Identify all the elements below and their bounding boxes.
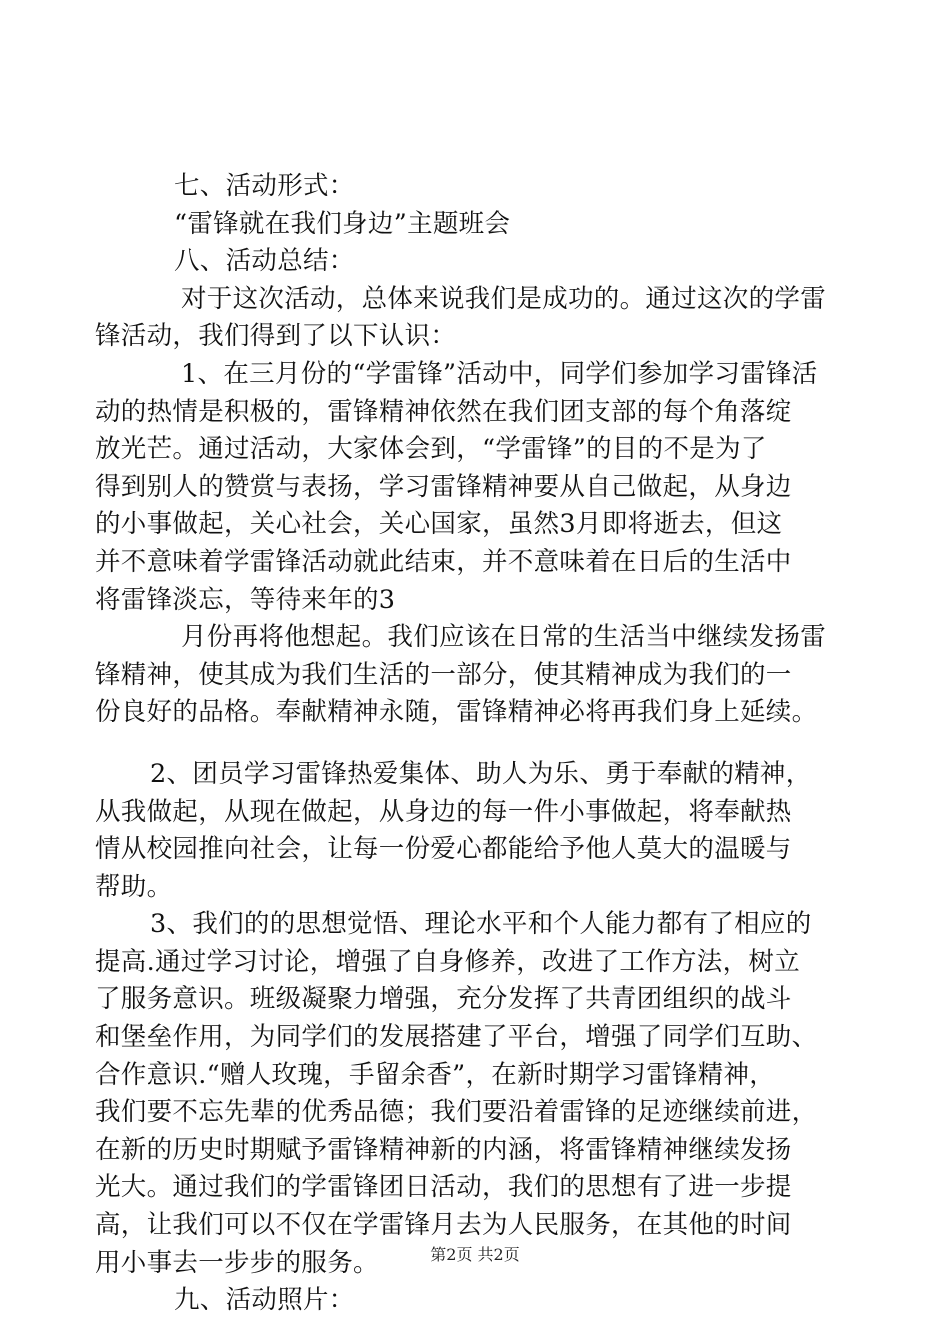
point-1-continuation-line: 份良好的品格。奉献精神永随，雷锋精神必将再我们身上延续。 — [95, 697, 818, 728]
point-3-line: 高，让我们可以不仅在学雷锋月去为人民服务，在其他的时间 — [95, 1210, 792, 1241]
point-3-line: 用小事去一步步的服务。 — [95, 1247, 379, 1278]
page-footer — [0, 1244, 950, 1266]
point-2-line: 情从校园推向社会，让每一份爱心都能给予他人莫大的温暖与 — [95, 834, 792, 865]
point-1-line: 放光芒。通过活动，大家体会到，“学雷锋”的目的不是为了 — [95, 434, 767, 465]
point-2-line: 帮助。 — [95, 871, 173, 902]
point-3-line: 3、我们的的思想觉悟、理论水平和个人能力都有了相应的 — [150, 909, 812, 940]
point-1-line: 动的热情是积极的，雷锋精神依然在我们团支部的每个角落绽 — [95, 396, 792, 427]
point-3-line: 和堡垒作用，为同学们的发展搭建了平台，增强了同学们互助、 — [95, 1022, 818, 1053]
summary-intro-line: 锋活动，我们得到了以下认识： — [95, 321, 457, 352]
point-3-line: 合作意识.“赠人玫瑰，手留余香”，在新时期学习雷锋精神， — [95, 1059, 776, 1090]
point-3-line: 在新的历史时期赋予雷锋精神新的内涵，将雷锋精神继续发扬 — [95, 1134, 792, 1165]
point-1-continuation-line: 锋精神，使其成为我们生活的一部分，使其精神成为我们的一 — [95, 659, 792, 690]
paragraph-gap — [95, 732, 855, 756]
point-3-line: 了服务意识。班级凝聚力增强，充分发挥了共青团组织的战斗 — [95, 984, 792, 1015]
point-2-line: 2、团员学习雷锋热爱集体、助人为乐、勇于奉献的精神， — [150, 758, 812, 789]
point-1-continuation-line: 月份再将他想起。我们应该在日常的生活当中继续发扬雷 — [181, 622, 827, 653]
point-3-line: 我们要不忘先辈的优秀品德；我们要沿着雷锋的足迹继续前进， — [95, 1097, 818, 1128]
point-3-line: 光大。通过我们的学雷锋团日活动，我们的思想有了进一步提 — [95, 1172, 792, 1203]
section-heading-activity-form: 七、活动形式： — [174, 171, 355, 201]
summary-intro-line: 对于这次活动，总体来说我们是成功的。通过这次的学雷 — [181, 283, 827, 314]
point-1-line: 并不意味着学雷锋活动就此结束，并不意味着在日后的生活中 — [95, 546, 792, 577]
page-number-label: 第2页 共2页 — [430, 1245, 520, 1264]
point-1-line: 得到别人的赞赏与表扬，学习雷锋精神要从自己做起，从身边 — [95, 471, 792, 502]
section-heading-activity-photos: 九、活动照片： — [174, 1285, 355, 1316]
section-heading-activity-summary: 八、活动总结： — [174, 246, 355, 277]
activity-form-text: “雷锋就在我们身边”主题班会 — [174, 208, 511, 239]
point-1-line: 将雷锋淡忘，等待来年的3 — [95, 584, 396, 615]
point-1-line: 1、在三月份的“学雷锋”活动中，同学们参加学习雷锋活 — [181, 358, 818, 389]
point-1-line: 的小事做起，关心社会，关心国家，虽然3月即将逝去，但这 — [95, 509, 783, 540]
document-body — [95, 168, 855, 1320]
point-3-line: 提高.通过学习讨论，增强了自身修养，改进了工作方法，树立 — [95, 946, 801, 977]
point-2-line: 从我做起，从现在做起，从身边的每一件小事做起，将奉献热 — [95, 796, 792, 827]
